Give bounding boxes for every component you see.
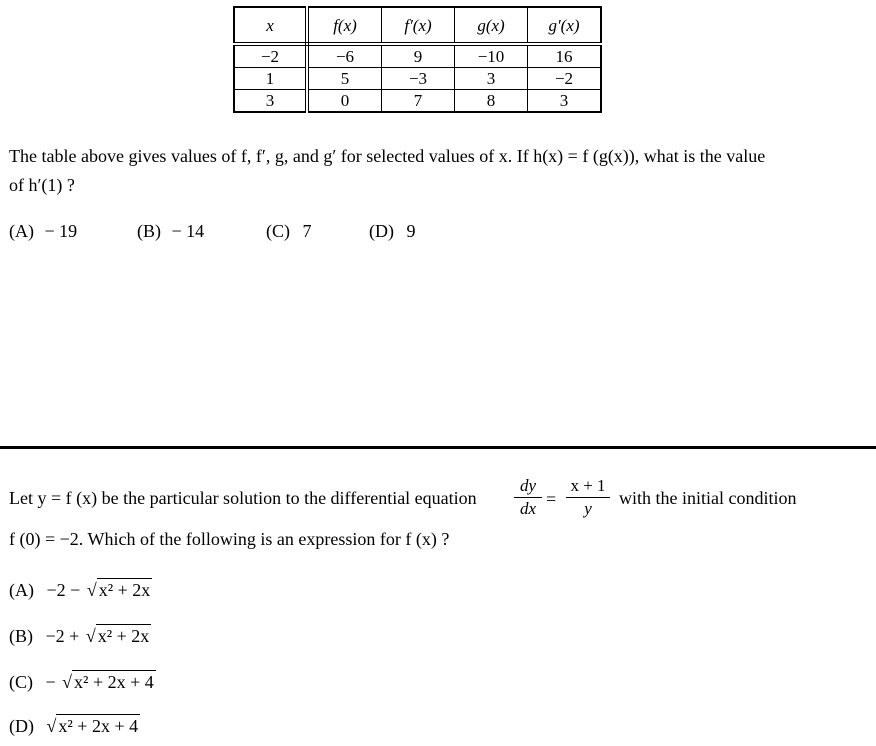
q2-choice-d[interactable] <box>9 714 140 737</box>
sqrt-icon: √ <box>85 626 96 646</box>
choice-value: − 19 <box>44 221 78 241</box>
q1-choice-b[interactable] <box>137 221 204 242</box>
table-cell: −2 <box>528 68 602 90</box>
fraction-numerator: dy <box>519 476 537 495</box>
table-cell: −2 <box>234 44 307 68</box>
q1-choice-c[interactable] <box>266 221 312 242</box>
section-divider <box>0 446 876 449</box>
dy-dx-fraction <box>514 476 542 519</box>
table-cell: 3 <box>234 90 307 113</box>
fraction-bar <box>514 497 542 498</box>
table-header-cell: g′(x) <box>528 7 602 44</box>
table-cell: 1 <box>234 68 307 90</box>
q2-choice-a[interactable] <box>9 578 152 601</box>
fraction-denominator: y <box>584 499 592 518</box>
fraction-numerator: x + 1 <box>570 476 606 495</box>
q2-choice-c[interactable] <box>9 670 156 693</box>
choice-letter: (C) <box>9 672 33 692</box>
rhs-fraction <box>566 476 610 519</box>
choice-letter: (D) <box>369 221 394 241</box>
question1-line2: of h′(1) ? <box>9 175 75 195</box>
choice-letter: (B) <box>137 221 161 241</box>
table-cell: 3 <box>455 68 528 90</box>
sqrt-icon: √ <box>62 672 73 692</box>
table-cell: 3 <box>528 90 602 113</box>
choice-letter: (A) <box>9 580 34 600</box>
choice-letter: (D) <box>9 716 34 736</box>
choice-value: 9 <box>406 221 416 241</box>
q1-choice-d[interactable] <box>369 221 416 242</box>
values-table <box>233 6 602 113</box>
table-cell: 9 <box>382 44 455 68</box>
table-header-cell: x <box>234 7 307 44</box>
table-row <box>234 90 601 113</box>
q1-choice-a[interactable] <box>9 221 77 242</box>
table-cell: 8 <box>455 90 528 113</box>
choice-prefix: − <box>45 672 56 692</box>
table-cell: 16 <box>528 44 602 68</box>
choice-value: − 14 <box>171 221 205 241</box>
table-cell: 0 <box>307 90 382 113</box>
table-cell: 5 <box>307 68 382 90</box>
choice-letter: (C) <box>266 221 290 241</box>
equals-sign: = <box>546 489 557 509</box>
table-cell: −6 <box>307 44 382 68</box>
choice-prefix: −2 − <box>46 580 81 600</box>
question2-line2: f (0) = −2. Which of the following is an expression for f (x) ? <box>9 529 450 549</box>
question1-line1: The table above gives values of f, f′, g, and g′ for selected values of x. If h(x) = f (g(x)), what is the value <box>9 146 766 166</box>
q2-choice-b[interactable] <box>9 624 151 647</box>
question2-suffix: with the initial condition <box>619 488 797 508</box>
radicand: x² + 2x + 4 <box>74 672 154 692</box>
choice-prefix: −2 + <box>45 626 80 646</box>
question2-prefix: Let y = f (x) be the particular solution to the differential equation <box>9 488 477 508</box>
table-cell: −10 <box>455 44 528 68</box>
table-header-cell: f′(x) <box>382 7 455 44</box>
radicand: x² + 2x + 4 <box>58 716 139 736</box>
sqrt-icon: √ <box>86 580 97 600</box>
table-cell: 7 <box>382 90 455 113</box>
table-row <box>234 44 601 68</box>
fraction-bar <box>566 497 610 498</box>
table-cell: −3 <box>382 68 455 90</box>
sqrt-icon: √ <box>46 716 57 736</box>
fraction-denominator: dx <box>519 499 537 518</box>
radicand: x² + 2x <box>98 580 151 600</box>
table-header-row <box>234 7 601 44</box>
table-header-cell: f(x) <box>307 7 382 44</box>
choice-letter: (B) <box>9 626 33 646</box>
choice-value: 7 <box>302 221 312 241</box>
table-row <box>234 68 601 90</box>
table-header-cell: g(x) <box>455 7 528 44</box>
choice-letter: (A) <box>9 221 34 241</box>
radicand: x² + 2x <box>97 626 150 646</box>
